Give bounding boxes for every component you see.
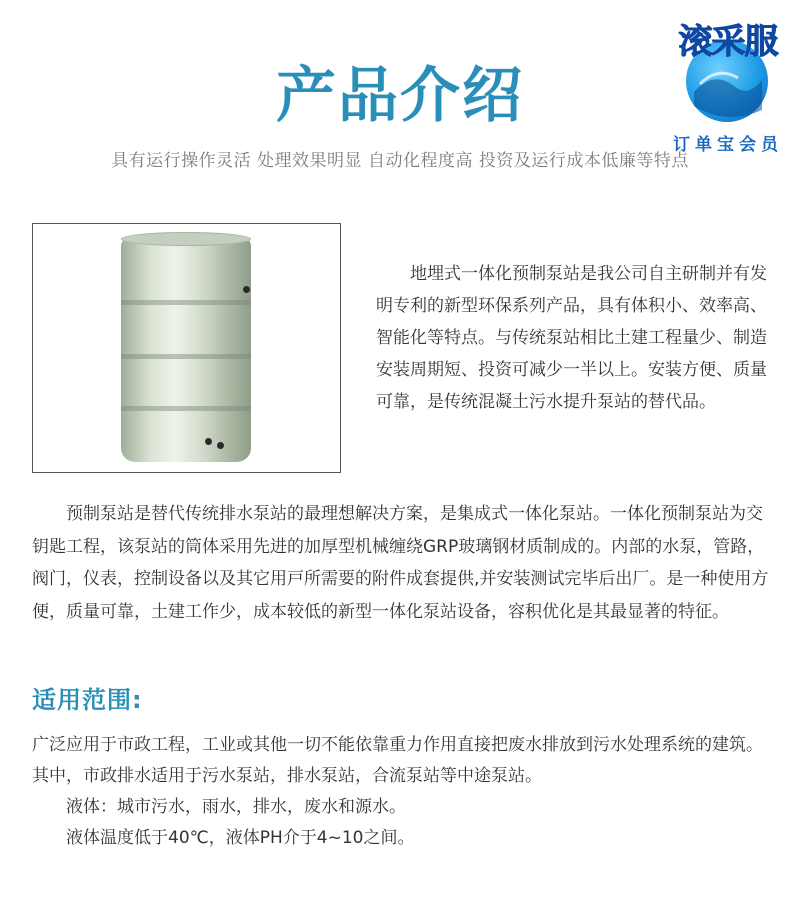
page-title: 产品介绍 — [276, 61, 524, 131]
description-paragraph: 预制泵站是替代传统排水泵站的最理想解决方案，是集成式一体化泵站。一体化预制泵站为交钥匙工程，该泵站的筒体采用先进的加厚型机械缠绕GRP玻璃钢材质制成的。内部的水泵，管路，阀门，仪表，控制设备以及其它用戸所需要的附件成套提供,并安装测试完毕后出厂。是一种使用方便，质量可靠，土建工作少，成本较低的新型一体化泵站设备，容积优化是其最显著的特征。 — [32, 504, 769, 622]
usage-text: 广泛应用于市政工程，工业或其他一切不能依靠重力作用直接把废水排放到污水处理系统的建筑。其中，市政排水适用于污水泵站，排水泵站，合流泵站等中途泵站。 — [32, 735, 763, 786]
usage-temperature: 液体温度低于40℃，液体PH介于4~10之间。 — [66, 828, 415, 848]
tank-band — [121, 300, 251, 305]
watermark-subtitle: 订单宝会员 — [673, 135, 783, 155]
tank-lid — [121, 232, 251, 246]
product-photo — [32, 223, 341, 473]
intro-paragraph: 地埋式一体化预制泵站是我公司自主研制并有发明专利的新型环保系列产品，具有体积小、效率高、智能化等特点。与传统泵站相比土建工程量少、制造安装周期短、投资可减少一半以上。安装方便、质量可靠，是传统混凝土污水提升泵站的替代品。 — [376, 264, 767, 412]
watermark-title: 滚采服 — [678, 22, 778, 62]
usage-liquid: 液体：城市污水，雨水，排水，废水和源水。 — [66, 797, 406, 817]
pump-station-tank-image — [121, 238, 251, 462]
pipe-outlet — [205, 438, 212, 445]
usage-heading: 适用范围: — [32, 686, 143, 714]
usage-section — [32, 730, 772, 854]
watermark-logo — [656, 0, 800, 160]
page-subtitle: 具有运行操作灵活 处理效果明显 自动化程度高 投资及运行成本低廉等特点 — [111, 151, 689, 171]
pipe-inlet — [243, 286, 250, 293]
tank-band — [121, 354, 251, 359]
pipe-outlet — [217, 442, 224, 449]
tank-band — [121, 406, 251, 411]
